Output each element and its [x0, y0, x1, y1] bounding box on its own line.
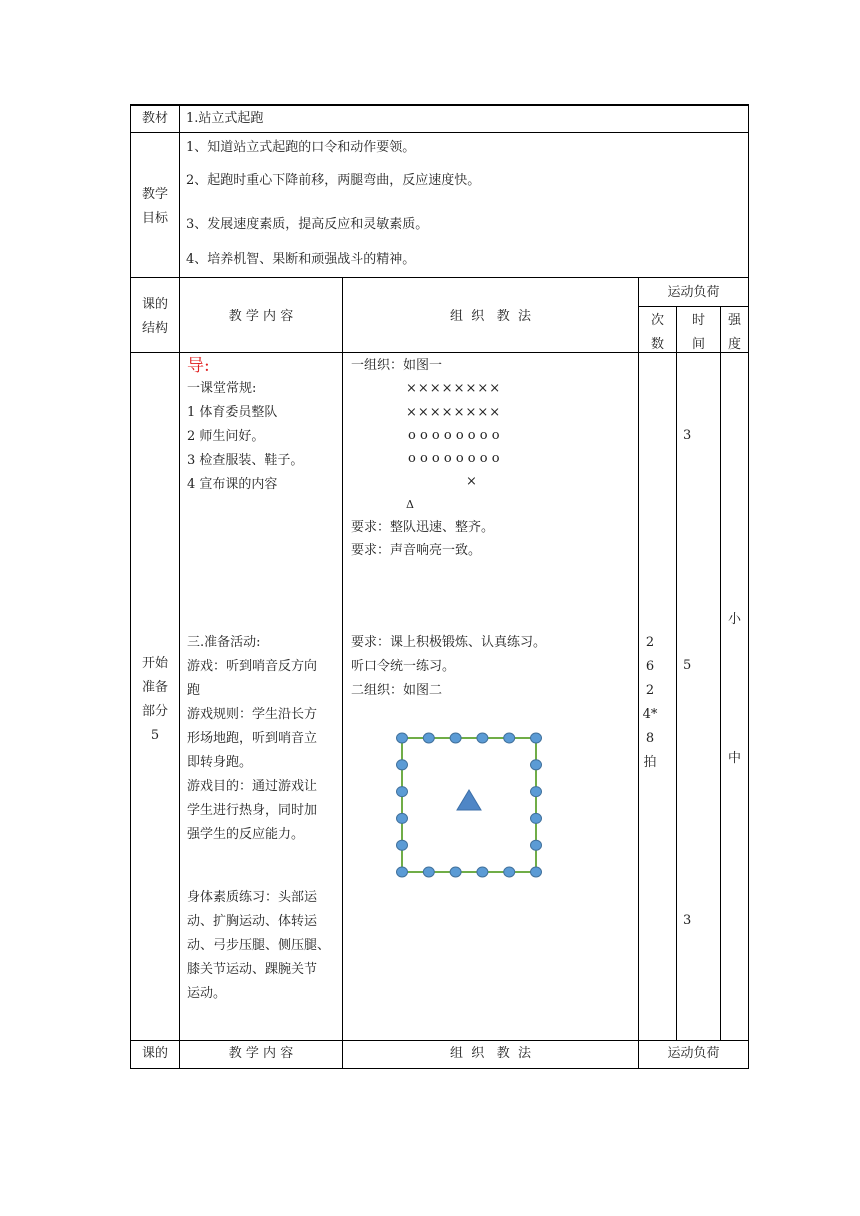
- student-dot: [397, 787, 408, 797]
- intensity-value: 中: [727, 751, 741, 766]
- student-dot: [397, 840, 408, 850]
- goal-item: 2、起跑时重心下降前移，两腿弯曲，反应速度快。: [186, 173, 481, 188]
- content-warmup: 三.准备活动: 游戏：听到哨音反方向 跑 游戏规则：学生沿长方 形场地跑，听到哨音立 即转身跑。 游戏目的：通过游戏让 学生进行热身，同时加 强学生的反应能力。: [187, 635, 318, 842]
- table-right-border: [748, 104, 749, 1068]
- col-divider: [342, 277, 343, 1068]
- method-warmup: 要求：课上积极锻炼、认真练习。 听口令统一练习。 二组织：如图二: [351, 635, 547, 698]
- material-label: 教材: [141, 111, 168, 126]
- material-value: 1.站立式起跑: [186, 111, 264, 126]
- row-divider: [130, 1040, 749, 1041]
- time-value: 3: [683, 428, 692, 443]
- method-header: 组 织 教 法: [450, 309, 531, 324]
- method-requirement: 要求：声音响亮一致。: [351, 543, 482, 558]
- method-org-1: 一组织：如图一: [351, 358, 443, 373]
- teacher-triangle-icon: [457, 790, 481, 810]
- content-header: 教 学 内 容: [228, 309, 294, 324]
- student-dot: [531, 840, 542, 850]
- student-dot: [450, 733, 461, 743]
- goal-item: 4、培养机智、果断和顽强战斗的精神。: [186, 252, 416, 267]
- content-routine: 一课堂常规: 1 体育委员整队 2 师生问好。 3 检查服装、鞋子。 4 宣布课的内容: [187, 381, 304, 492]
- col-divider: [676, 306, 677, 1040]
- student-dot: [450, 867, 461, 877]
- content-fitness: 身体素质练习：头部运 动、扩胸运动、体转运 动、弓步压腿、侧压腿、 膝关节运动、踝腕关节 运动。: [187, 890, 331, 1001]
- student-dot: [531, 867, 542, 877]
- time-value: 3: [683, 913, 692, 928]
- formation-row: o o o o o o o o: [408, 451, 500, 466]
- table-top-border: [130, 104, 749, 106]
- footer-load: 运动负荷: [667, 1046, 720, 1061]
- formation-leader: ×: [466, 474, 477, 489]
- lead-heading: 导:: [187, 356, 210, 376]
- intensity-header: 强 度: [727, 313, 741, 352]
- student-dot: [504, 867, 515, 877]
- footer-method: 组 织 教 法: [450, 1046, 531, 1061]
- student-dot: [397, 760, 408, 770]
- load-header: 运动负荷: [667, 285, 720, 300]
- col-divider: [179, 104, 180, 1068]
- student-dot: [477, 867, 488, 877]
- count-values: 2 6 2 4* 8 拍: [642, 635, 658, 770]
- count-header: 次 数: [650, 313, 664, 352]
- method-requirement: 要求：整队迅速、整齐。: [351, 520, 495, 535]
- row-divider: [130, 277, 749, 278]
- col-divider: [720, 306, 721, 1040]
- goal-item: 1、知道站立式起跑的口令和动作要领。: [186, 140, 416, 155]
- formation-row: o o o o o o o o: [408, 428, 500, 443]
- student-dot: [423, 867, 434, 877]
- student-dot: [477, 733, 488, 743]
- row-divider: [130, 132, 749, 133]
- formation-row: ××××××××: [406, 381, 502, 396]
- field-diagram: [390, 726, 550, 886]
- student-dot: [397, 813, 408, 823]
- goal-item: 3、发展速度素质，提高反应和灵敏素质。: [186, 217, 429, 232]
- student-dot: [504, 733, 515, 743]
- student-dot: [531, 760, 542, 770]
- student-dot: [531, 733, 542, 743]
- time-header: 时 间: [691, 313, 705, 352]
- formation-row: ××××××××: [406, 405, 502, 420]
- footer-content: 教 学 内 容: [228, 1046, 294, 1061]
- section-name: 开始 准备 部分 5: [141, 656, 168, 743]
- structure-header: 课的 结构: [141, 297, 168, 336]
- intensity-value: 小: [727, 612, 741, 627]
- student-dot: [531, 787, 542, 797]
- row-divider: [638, 306, 749, 307]
- formation-teacher: Δ: [406, 498, 414, 511]
- table-left-border: [130, 104, 131, 1068]
- student-dot: [397, 867, 408, 877]
- goals-label: 教学 目标: [141, 187, 168, 226]
- time-value: 5: [683, 658, 692, 673]
- student-dot: [423, 733, 434, 743]
- student-dot: [531, 813, 542, 823]
- student-dot: [397, 733, 408, 743]
- row-divider: [130, 1068, 749, 1069]
- footer-structure: 课的: [141, 1046, 168, 1061]
